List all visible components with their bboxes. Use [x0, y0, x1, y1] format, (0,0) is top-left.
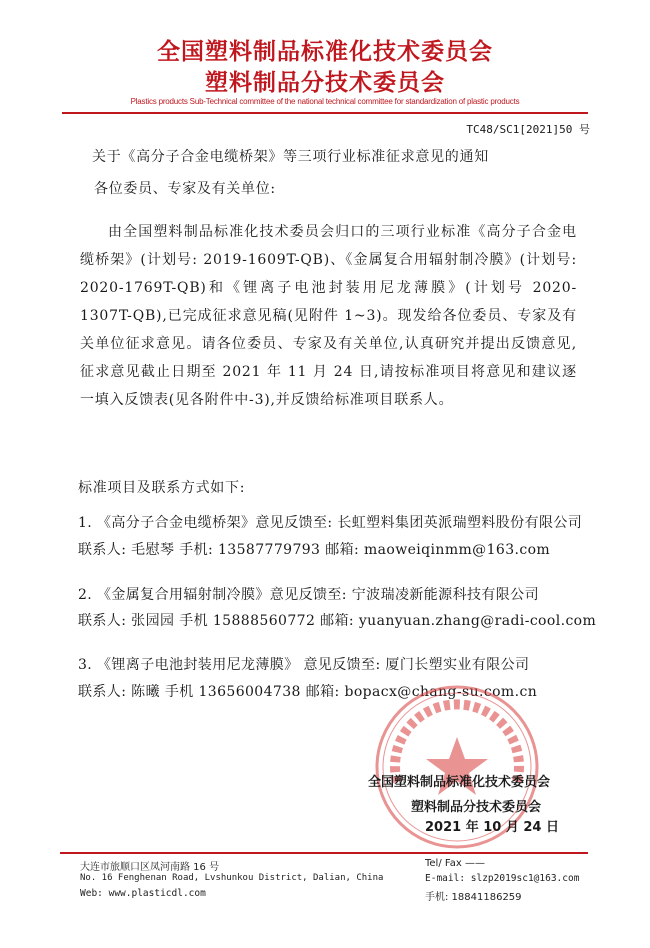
- notice-title: 关于《高分子合金电缆桥架》等三项行业标准征求意见的通知: [92, 149, 489, 165]
- letterhead-title-line1: 全国塑料制品标准化技术委员会: [157, 39, 493, 65]
- document-number: TC48/SC1[2021]50 号: [466, 123, 590, 136]
- footer-divider: [60, 852, 588, 854]
- footer-mobile: 手机: 18841186259: [425, 892, 522, 903]
- contact-2-person: 联系人: 张园园 手机 15888560772 邮箱: yuanyuan.zhang@radi-cool.com: [78, 613, 597, 629]
- letterhead-title-line2: 塑料制品分技术委员会: [205, 70, 445, 96]
- footer-address-cn: 大连市旅顺口区凤河南路 16 号: [80, 862, 220, 873]
- contact-2-project: 2. 《金属复合用辐射制冷膜》意见反馈至: 宁波瑞凌新能源科技有限公司: [78, 587, 539, 603]
- signature-org-line2: 塑料制品分技术委员会: [411, 800, 542, 815]
- letterhead-english-subtitle: Plastics products Sub-Technical committee of the national technical committee for standardization of plastic products: [130, 97, 520, 106]
- footer-email: E-mail: slzp2019sc1@163.com: [425, 873, 580, 884]
- salutation: 各位委员、专家及有关单位:: [94, 181, 276, 197]
- letterhead-divider: [62, 112, 588, 114]
- signature-org-line1: 全国塑料制品标准化技术委员会: [368, 775, 551, 790]
- footer-address-en: No. 16 Fenghenan Road, Lvshunkou District, Dalian, China: [80, 873, 384, 883]
- footer-tel-fax: Tel/ Fax ——: [425, 858, 485, 869]
- signature-date: 2021 年 10 月 24 日: [425, 820, 559, 835]
- contacts-heading: 标准项目及联系方式如下:: [78, 480, 246, 496]
- contact-1-project: 1. 《高分子合金电缆桥架》意见反馈至: 长虹塑料集团英派瑞塑料股份有限公司: [78, 515, 583, 531]
- footer-website: Web: www.plasticdl.com: [80, 888, 206, 899]
- contact-3-project: 3. 《锂离子电池封装用尼龙薄膜》 意见反馈至: 厦门长塑实业有限公司: [78, 657, 530, 673]
- contact-1-person: 联系人: 毛慰琴 手机: 13587779793 邮箱: maoweiqinmm@163.com: [78, 542, 551, 558]
- body-paragraph: 由全国塑料制品标准化技术委员会归口的三项行业标准《高分子合金电缆桥架》(计划号: 2019-1609T-QB)、《金属复合用辐射制冷膜》(计划号: 2020-1769T-QB)和《锂离子电池封装用尼龙薄膜》(计划号 2020-1307T-QB),已完成征求意见稿(见附件 1~3)。现发给各位委员、专家及有关单位征求意见。请各位委员、专家及有关单位,认真研究并提出反馈意见,征求意见截止日期至 2021 年 11 月 24 日,请按标准项目将意见和建议逐一填入反馈表(见各附件中-3),并反馈给标准项目联系人。: [80, 224, 577, 408]
- contact-3-person: 联系人: 陈曦 手机 13656004738 邮箱: bopacx@chang-su.com.cn: [78, 684, 538, 700]
